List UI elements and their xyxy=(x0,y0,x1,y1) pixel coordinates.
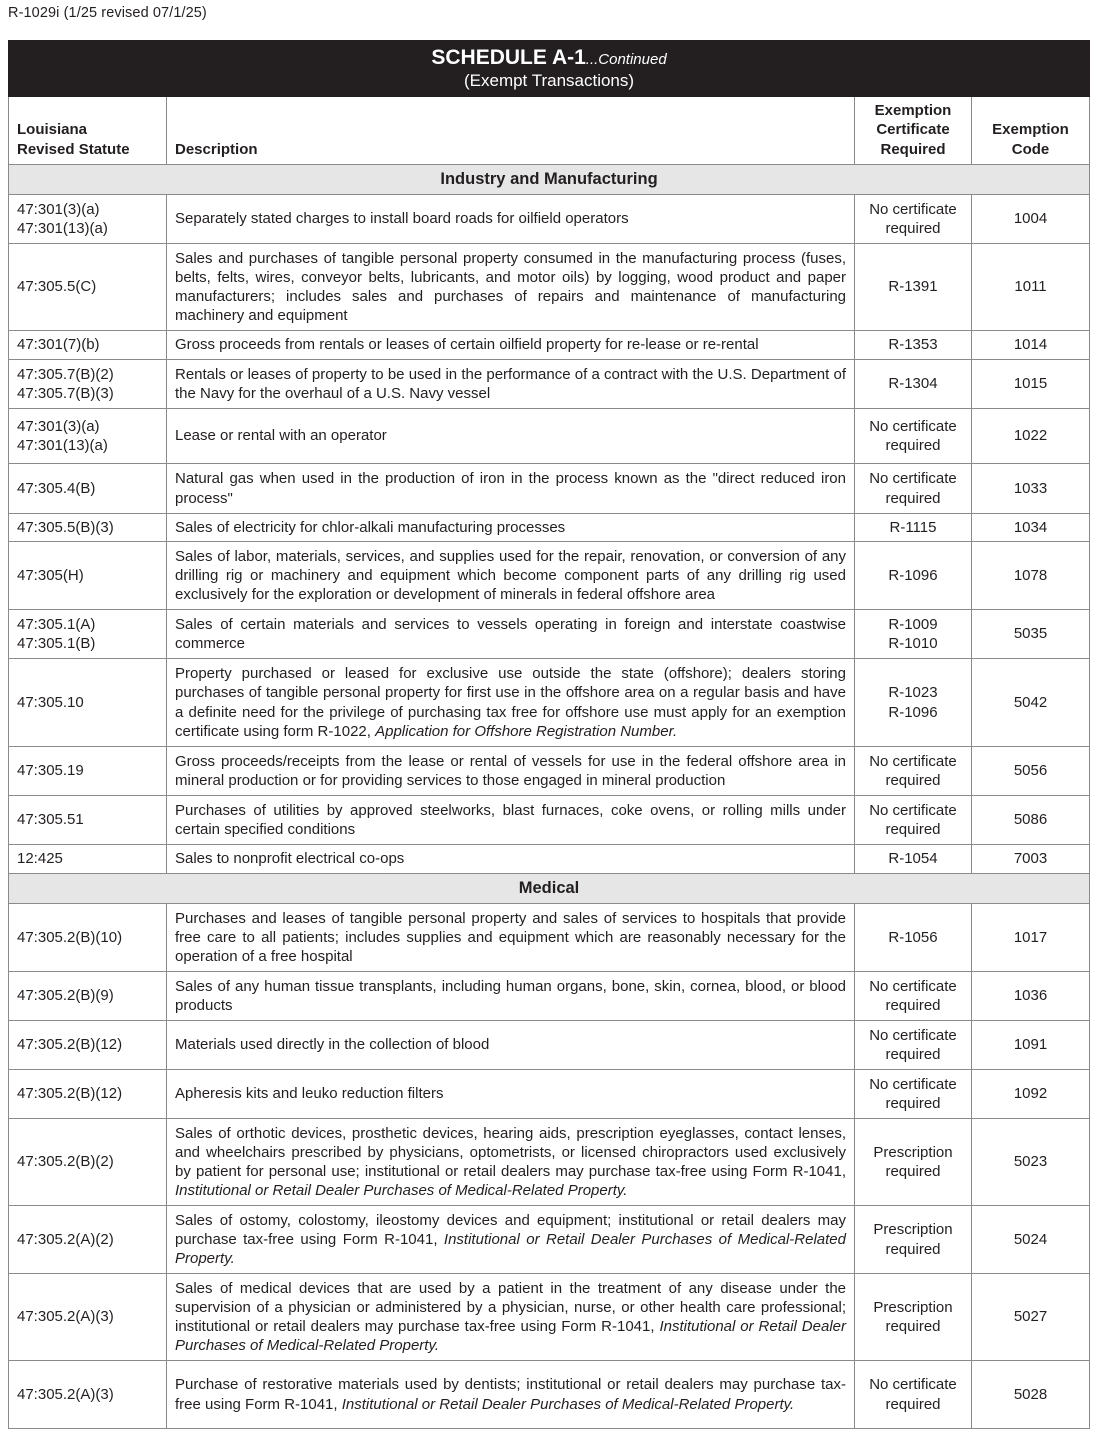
certificate-line: required xyxy=(885,1046,941,1063)
certificate-cell xyxy=(855,464,972,514)
title-main: SCHEDULE A-1 xyxy=(431,46,586,69)
description-text: Lease or rental with an operator xyxy=(175,427,387,445)
header-code xyxy=(972,97,1090,165)
certificate-line: required xyxy=(885,220,941,237)
description-text: Gross proceeds/receipts from the lease or rental of vessels for use in the federal offshore area in mineral production or for providing services to those engaged in mineral production xyxy=(175,752,846,789)
exemption-code: 5086 xyxy=(972,796,1090,845)
statute-line: 47:301(7)(b) xyxy=(17,336,100,354)
exemption-code: 1015 xyxy=(972,360,1090,409)
certificate-line: No certificate xyxy=(869,1026,957,1044)
header-row xyxy=(9,97,1090,165)
description-cell xyxy=(167,659,855,747)
certificate-line: R-1096 xyxy=(888,703,938,721)
certificate-line: required xyxy=(885,997,941,1014)
exemption-code: 5056 xyxy=(972,747,1090,796)
certificate-line: required xyxy=(885,489,941,507)
description-cell xyxy=(167,1021,855,1070)
statute-line: 47:305.2(B)(2) xyxy=(17,1153,114,1171)
description-text: Materials used directly in the collection of blood xyxy=(175,1036,490,1054)
certificate-line: R-1010 xyxy=(888,635,938,652)
statute-cell xyxy=(9,1361,167,1429)
header-certificate xyxy=(855,97,972,165)
exemption-code: 1017 xyxy=(972,904,1090,972)
certificate-cell xyxy=(855,409,972,464)
certificate-cell xyxy=(855,331,972,360)
certificate-cell xyxy=(855,195,972,244)
certificate-cell xyxy=(855,1206,972,1274)
certificate-line: R-1353 xyxy=(888,336,938,354)
statute-cell xyxy=(9,845,167,874)
certificate-line: R-1096 xyxy=(888,566,938,584)
section-header-row xyxy=(9,874,1090,904)
certificate-line: required xyxy=(885,1163,941,1180)
certificate-cell xyxy=(855,360,972,409)
table-row xyxy=(9,1070,1090,1119)
table-row xyxy=(9,1274,1090,1361)
statute-line: 47:301(13)(a) xyxy=(17,220,108,237)
certificate-cell xyxy=(855,904,972,972)
description-form-title: Institutional or Retail Dealer Purchases of Medical-Related Property. xyxy=(175,1318,846,1355)
certificate-line: required xyxy=(885,1095,941,1112)
exemption-code: 1014 xyxy=(972,331,1090,360)
table-row xyxy=(9,1021,1090,1070)
description-cell xyxy=(167,972,855,1021)
certificate-cell xyxy=(855,1119,972,1206)
description-cell xyxy=(167,1070,855,1119)
description-form-title: Application for Offshore Registration Number. xyxy=(375,722,678,740)
statute-line: 47:305.10 xyxy=(17,693,84,711)
title-subtitle: (Exempt Transactions) xyxy=(463,71,635,90)
statute-cell xyxy=(9,244,167,331)
exemption-code: 7003 xyxy=(972,845,1090,874)
statute-line: 47:301(3)(a) xyxy=(17,200,100,218)
certificate-line: required xyxy=(885,1240,941,1258)
description-text: Purchases of utilities by approved steelworks, blast furnaces, coke ovens, or rolling mills under certain specified conditions xyxy=(175,801,846,838)
header-certificate-line: Exemption xyxy=(874,101,952,119)
certificate-cell xyxy=(855,244,972,331)
exemption-code: 5027 xyxy=(972,1274,1090,1361)
schedule-title xyxy=(9,41,1090,97)
certificate-line: R-1304 xyxy=(888,375,938,393)
certificate-line: Prescription xyxy=(873,1221,953,1239)
exemption-code: 5042 xyxy=(972,659,1090,747)
certificate-line: R-1056 xyxy=(888,928,938,946)
section-header-row xyxy=(9,165,1090,195)
statute-line: 47:305.19 xyxy=(17,762,84,780)
certificate-cell xyxy=(855,1361,972,1429)
description-text: Apheresis kits and leuko reduction filters xyxy=(175,1085,444,1103)
description-cell xyxy=(167,747,855,796)
statute-line: 47:305.1(A) xyxy=(17,615,96,633)
exemption-code: 1022 xyxy=(972,409,1090,464)
statute-line: 47:305.4(B) xyxy=(17,479,96,497)
statute-line: 47:301(3)(a) xyxy=(17,417,100,435)
statute-cell xyxy=(9,1274,167,1361)
certificate-cell xyxy=(855,796,972,845)
statute-cell xyxy=(9,1021,167,1070)
description-text: Sales of labor, materials, services, and supplies used for the repair, renovation, or conversion of any drilling rig or machinery and equipment which become component parts of any drilling rig used exclusively for the exploration or development of minerals in federal offshore area xyxy=(175,547,846,604)
statute-cell xyxy=(9,360,167,409)
exemption-code: 5035 xyxy=(972,610,1090,659)
statute-cell xyxy=(9,796,167,845)
certificate-cell xyxy=(855,972,972,1021)
table-row xyxy=(9,244,1090,331)
description-text: Natural gas when used in the production of iron in the process known as the "direct reduced iron process" xyxy=(175,470,846,507)
schedule-table xyxy=(8,40,1090,1429)
description-text: Sales of electricity for chlor-alkali manufacturing processes xyxy=(175,518,566,536)
description-cell xyxy=(167,195,855,244)
statute-line: 47:305(H) xyxy=(17,566,84,584)
statute-cell xyxy=(9,659,167,747)
header-statute xyxy=(9,97,167,165)
description-text: Separately stated charges to install board roads for oilfield operators xyxy=(175,210,629,228)
description-cell xyxy=(167,1361,855,1429)
table-row xyxy=(9,514,1090,542)
statute-cell xyxy=(9,1206,167,1274)
statute-cell xyxy=(9,610,167,659)
description-form-title: Institutional or Retail Dealer Purchases of Medical-Related Property. xyxy=(341,1395,795,1413)
table-row xyxy=(9,904,1090,972)
description-cell xyxy=(167,514,855,542)
table-row xyxy=(9,360,1090,409)
statute-line: 47:305.5(B)(3) xyxy=(17,518,114,536)
description-text: Sales of orthotic devices, prosthetic devices, hearing aids, prescription eyeglasses, contact lenses, and wheelchairs prescribed by physicians, optometrists, or licensed chiropractors used exclusively by patient for personal use; institutional or retail dealers may purchase tax-free using Form R-1041, xyxy=(175,1124,846,1180)
certificate-line: No certificate xyxy=(869,977,957,995)
statute-line: 47:305.2(B)(12) xyxy=(17,1085,123,1103)
table-row xyxy=(9,972,1090,1021)
table-row xyxy=(9,1361,1090,1429)
certificate-line: No certificate xyxy=(869,801,957,819)
header-certificate-line: Certificate xyxy=(876,121,950,138)
certificate-cell xyxy=(855,747,972,796)
exemption-code: 1078 xyxy=(972,542,1090,610)
certificate-line: No certificate xyxy=(869,470,957,488)
table-row xyxy=(9,659,1090,747)
table-row xyxy=(9,747,1090,796)
description-cell xyxy=(167,904,855,972)
description-text: Sales and purchases of tangible personal property consumed in the manufacturing process (fuses, belts, felts, wires, conveyor belts, lubricants, and motor oils) by logging, wood product and paper manufacturers; includes sales and purchases of repairs and maintenance of manufacturing machinery and equipment xyxy=(175,249,846,325)
certificate-cell xyxy=(855,659,972,747)
statute-cell xyxy=(9,542,167,610)
table-row xyxy=(9,542,1090,610)
header-code-line: Code xyxy=(1011,140,1050,158)
statute-cell xyxy=(9,1119,167,1206)
header-statute-line: Louisiana xyxy=(17,121,88,138)
statute-line: 47:305.7(B)(2) xyxy=(17,365,114,383)
statute-cell xyxy=(9,331,167,360)
certificate-line: required xyxy=(885,437,941,454)
header-code-line: Exemption xyxy=(992,121,1069,138)
statute-line: 47:305.2(B)(12) xyxy=(17,1036,123,1054)
exemption-code: 5028 xyxy=(972,1361,1090,1429)
certificate-line: R-1391 xyxy=(888,278,938,296)
certificate-cell xyxy=(855,845,972,874)
statute-line: 47:305.2(B)(9) xyxy=(17,987,114,1005)
table-row xyxy=(9,331,1090,360)
description-text: Purchases and leases of tangible personal property and sales of services to hospitals that provide free care to all patients; includes supplies and equipment which are reasonably necessary for the operation of a free hospital xyxy=(175,909,846,966)
statute-line: 47:305.2(B)(10) xyxy=(17,928,123,946)
statute-cell xyxy=(9,464,167,514)
statute-cell xyxy=(9,409,167,464)
certificate-cell xyxy=(855,542,972,610)
exemption-code: 1034 xyxy=(972,514,1090,542)
description-cell xyxy=(167,845,855,874)
certificate-line: required xyxy=(885,1318,941,1335)
certificate-line: R-1054 xyxy=(888,850,938,868)
exemption-code: 1004 xyxy=(972,195,1090,244)
description-cell xyxy=(167,360,855,409)
statute-line: 47:305.5(C) xyxy=(17,278,97,296)
certificate-line: required xyxy=(885,772,941,789)
statute-cell xyxy=(9,972,167,1021)
exemption-code: 1033 xyxy=(972,464,1090,514)
header-statute-line: Revised Statute xyxy=(17,140,130,158)
certificate-cell xyxy=(855,610,972,659)
table-row xyxy=(9,1119,1090,1206)
form-id: R-1029i (1/25 revised 07/1/25) xyxy=(8,5,207,21)
statute-cell xyxy=(9,514,167,542)
statute-line: 47:305.2(A)(3) xyxy=(17,1385,114,1403)
statute-line: 47:305.2(A)(3) xyxy=(17,1308,114,1326)
description-cell xyxy=(167,409,855,464)
statute-line: 47:305.2(A)(2) xyxy=(17,1230,114,1248)
description-form-title: Institutional or Retail Dealer Purchases of Medical-Related Property. xyxy=(175,1182,628,1200)
certificate-cell xyxy=(855,1070,972,1119)
exemption-code: 5024 xyxy=(972,1206,1090,1274)
description-text: Rentals or leases of property to be used in the performance of a contract with the U.S. Department of the Navy for the overhaul of a U.S. Navy vessel xyxy=(175,365,846,402)
description-cell xyxy=(167,1206,855,1274)
description-cell xyxy=(167,1119,855,1206)
certificate-cell xyxy=(855,1274,972,1361)
statute-line: 47:305.51 xyxy=(17,811,84,829)
header-certificate-line: Required xyxy=(880,140,946,158)
exemption-code: 1011 xyxy=(972,244,1090,331)
certificate-line: required xyxy=(885,1395,941,1413)
table-row xyxy=(9,464,1090,514)
certificate-line: R-1023 xyxy=(888,684,938,702)
statute-line: 47:305.1(B) xyxy=(17,635,96,652)
certificate-cell xyxy=(855,1021,972,1070)
table-row xyxy=(9,796,1090,845)
section-title: Medical xyxy=(9,874,1090,904)
description-cell xyxy=(167,1274,855,1361)
statute-cell xyxy=(9,747,167,796)
description-cell xyxy=(167,331,855,360)
statute-cell xyxy=(9,904,167,972)
section-title: Industry and Manufacturing xyxy=(9,165,1090,195)
table-row xyxy=(9,845,1090,874)
description-text: Sales of any human tissue transplants, including human organs, bone, skin, cornea, blood, or blood products xyxy=(175,977,846,1014)
description-cell xyxy=(167,542,855,610)
exemption-code: 5023 xyxy=(972,1119,1090,1206)
description-text: Property purchased or leased for exclusive use outside the state (offshore); dealers storing purchases of tangible personal property for first use in the offshore area on a regular basis and have a definite need for the privilege of purchasing tax free for offshore use must apply for an exemption certificate using form R-1022, xyxy=(175,665,846,740)
certificate-line: R-1009 xyxy=(888,615,938,633)
description-text: Sales of certain materials and services to vessels operating in foreign and interstate coastwise commerce xyxy=(175,615,846,652)
description-cell xyxy=(167,244,855,331)
statute-cell xyxy=(9,195,167,244)
description-cell xyxy=(167,796,855,845)
description-text: Sales of ostomy, colostomy, ileostomy devices and equipment; institutional or retail dealers may purchase tax-free using Form R-1041, xyxy=(175,1211,846,1248)
description-text: Purchase of restorative materials used by dentists; institutional or retail dealers may purchase tax-free using Form R-1041, xyxy=(175,1376,846,1413)
certificate-line: No certificate xyxy=(869,1376,957,1394)
description-text: Sales to nonprofit electrical co-ops xyxy=(175,850,405,868)
certificate-line: No certificate xyxy=(869,752,957,770)
certificate-cell xyxy=(855,514,972,542)
table-row xyxy=(9,1206,1090,1274)
exemption-code: 1091 xyxy=(972,1021,1090,1070)
certificate-line: No certificate xyxy=(869,200,957,218)
exemption-code: 1092 xyxy=(972,1070,1090,1119)
statute-line: 47:305.7(B)(3) xyxy=(17,385,114,402)
statute-line: 12:425 xyxy=(17,850,63,868)
table-row xyxy=(9,409,1090,464)
description-text: Gross proceeds from rentals or leases of certain oilfield property for re-lease or re-rental xyxy=(175,336,759,354)
certificate-line: required xyxy=(885,821,941,838)
certificate-line: No certificate xyxy=(869,1075,957,1093)
description-text: Sales of medical devices that are used by a patient in the treatment of any disease under the supervision of a physician or administered by a physician, nurse, or other health care professional; institutional or retail dealers may purchase tax-free using Form R-1041, xyxy=(175,1279,846,1335)
header-description: Description xyxy=(167,97,855,165)
statute-cell xyxy=(9,1070,167,1119)
statute-line: 47:301(13)(a) xyxy=(17,437,108,454)
certificate-line: Prescription xyxy=(873,1143,953,1161)
exemption-code: 1036 xyxy=(972,972,1090,1021)
description-form-title: Institutional or Retail Dealer Purchases of Medical-Related Property. xyxy=(175,1230,846,1268)
title-continued: ...Continued xyxy=(585,51,667,68)
description-cell xyxy=(167,464,855,514)
title-row xyxy=(9,41,1090,97)
certificate-line: No certificate xyxy=(869,417,957,435)
description-cell xyxy=(167,610,855,659)
certificate-line: Prescription xyxy=(873,1298,953,1316)
table-row xyxy=(9,610,1090,659)
certificate-line: R-1115 xyxy=(889,518,937,536)
table-row xyxy=(9,195,1090,244)
